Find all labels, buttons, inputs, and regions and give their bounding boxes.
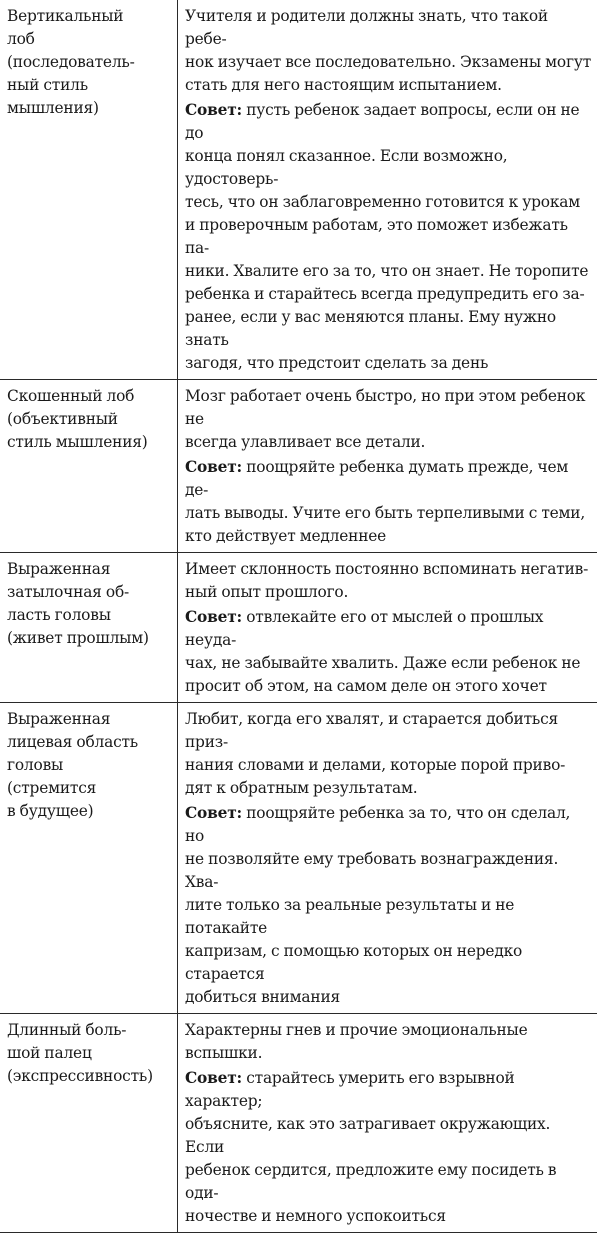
trait-description: Мозг работает очень быстро, но при этом ребенок не всегда улавливает все детали. — [185, 385, 591, 454]
table-row — [0, 0, 597, 380]
advice-label: Совет: — [185, 804, 242, 822]
trait-cell: Скошенный лоб (объективный стиль мышления) — [0, 380, 178, 553]
advice-label: Совет: — [185, 1069, 242, 1087]
trait-description: Учителя и родители должны знать, что такой ребе- нок изучает все последовательно. Экзамены могут стать для него настоящим испытанием. — [185, 5, 591, 97]
advice-label: Совет: — [185, 458, 242, 476]
advice-label: Совет: — [185, 608, 242, 626]
table-row — [0, 703, 597, 1014]
trait-description: Любит, когда его хвалят, и старается добиться приз- нания словами и делами, которые порой приво- дят к обратным результатам. — [185, 708, 591, 800]
advice-paragraph — [185, 1067, 591, 1228]
description-cell — [178, 553, 597, 703]
table-row — [0, 380, 597, 553]
trait-cell: Вертикальный лоб (последователь- ный стиль мышления) — [0, 0, 178, 380]
description-cell — [178, 0, 597, 380]
advice-paragraph — [185, 606, 591, 698]
advice-text: поощряйте ребенка за то, что он сделал, но не позволяйте ему требовать вознаграждения. Хва- лите только за реальные результаты и не потакайте капризам, с помощью которых он нередко старается добиться внимания — [185, 804, 570, 1006]
advice-paragraph — [185, 802, 591, 1009]
advice-text: поощряйте ребенка думать прежде, чем де- лать выводы. Учите его быть терпеливыми с теми, кто действует медленнее — [185, 458, 585, 545]
trait-description: Характерны гнев и прочие эмоциональные вспышки. — [185, 1019, 591, 1065]
table-row — [0, 553, 597, 703]
advice-text: пусть ребенок задает вопросы, если он не до конца понял сказанное. Если возможно, удостоверь- тесь, что он заблаговременно готовится к урокам и проверочным работам, это поможет избежать па- ники. Хвалите его за то, что он знает. Не торопите ребенка и старайтесь всегда предупредить его за- ранее, если у вас меняются планы. Ему нужно знать загодя, что предстоит сделать за день — [185, 101, 588, 372]
advice-paragraph — [185, 99, 591, 375]
advice-text: отвлекайте его от мыслей о прошлых неуда- чах, не забывайте хвалить. Даже если ребенок не просит об этом, на самом деле он этого хочет — [185, 608, 580, 695]
table-row — [0, 1014, 597, 1233]
trait-cell: Выраженная затылочная об- ласть головы (живет прошлым) — [0, 553, 178, 703]
description-cell — [178, 703, 597, 1014]
description-cell — [178, 1014, 597, 1233]
trait-cell: Длинный боль- шой палец (экспрессивность) — [0, 1014, 178, 1233]
description-cell — [178, 380, 597, 553]
advice-paragraph — [185, 456, 591, 548]
advice-label: Совет: — [185, 101, 242, 119]
trait-cell: Выраженная лицевая область головы (стремится в будущее) — [0, 703, 178, 1014]
trait-description: Имеет склонность постоянно вспоминать негатив- ный опыт прошлого. — [185, 558, 591, 604]
advice-text: старайтесь умерить его взрывной характер; объясните, как это затрагивает окружающих. Если ребенок сердится, предложите ему посидеть в оди- ночестве и немного успокоиться — [185, 1069, 556, 1225]
